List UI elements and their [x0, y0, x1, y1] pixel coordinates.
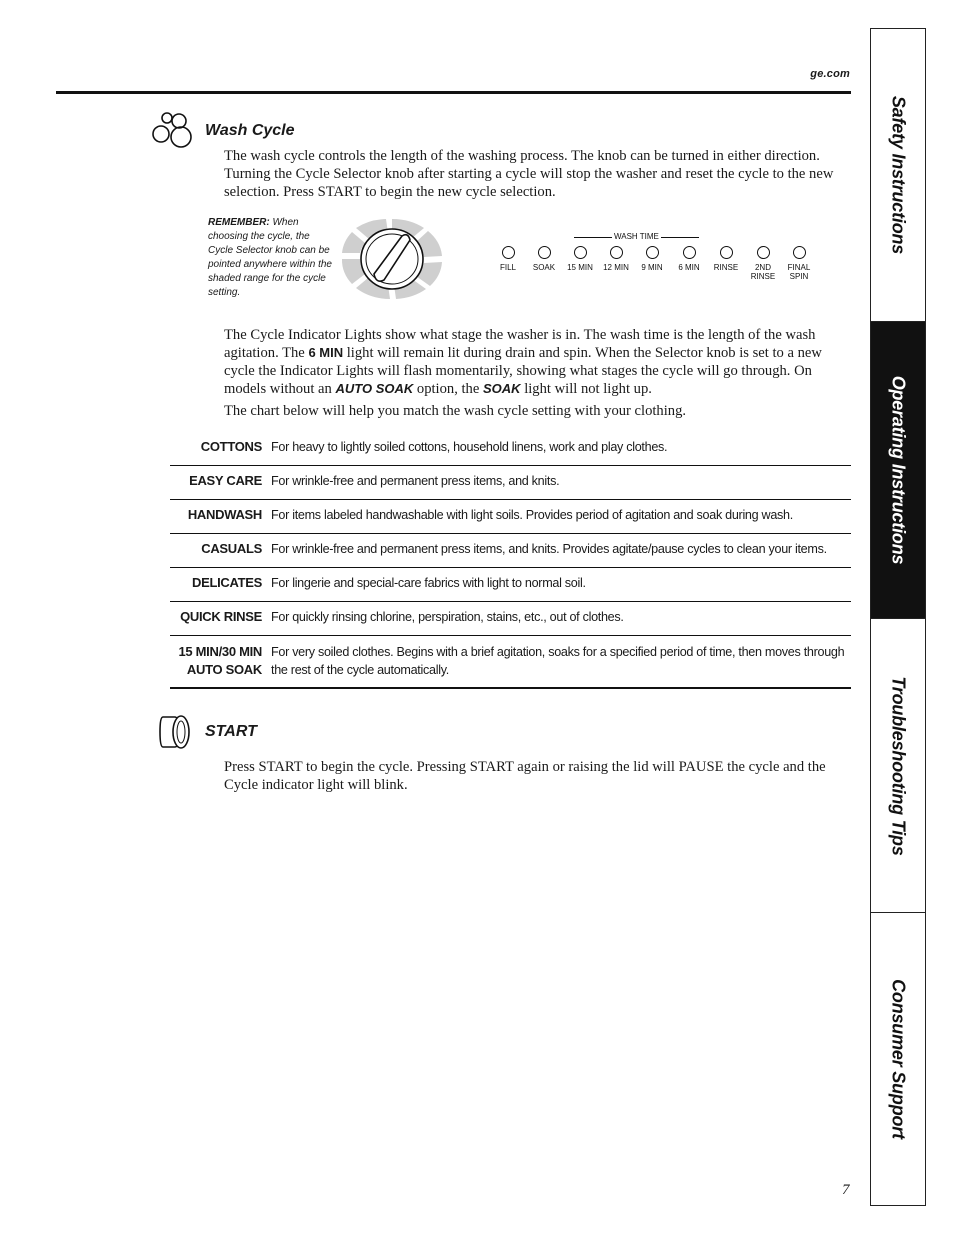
header-rule — [56, 91, 851, 94]
light-15-min: 15 MIN — [560, 246, 600, 272]
cycle-name: EASY CARE — [189, 473, 262, 488]
cycle-name: QUICK RINSE — [180, 609, 262, 624]
start-heading: START — [205, 723, 257, 740]
cycle-description: For items labeled handwashable with light soils. Provides period of agitation and soak during wash. — [271, 508, 793, 522]
cycle-description: For wrinkle-free and permanent press items, and knits. — [271, 474, 560, 488]
remember-note — [208, 216, 333, 300]
bubbles-icon — [150, 110, 194, 152]
tab-safety-instructions[interactable] — [871, 29, 925, 322]
chart-intro: The chart below will help you match the wash cycle setting with your clothing. — [224, 403, 687, 419]
indicator-light-icon — [610, 246, 623, 259]
six-min-term: 6 MIN — [308, 345, 344, 360]
auto-soak-term: AUTO SOAK — [335, 381, 414, 396]
tab-consumer-support[interactable] — [871, 913, 925, 1205]
tab-label: Troubleshooting Tips — [888, 675, 909, 856]
table-row — [170, 534, 851, 568]
remember-text: When choosing the cycle, the Cycle Selector knob can be pointed anywhere within the shaded range for the cycle setting. — [208, 217, 332, 298]
light-soak: SOAK — [524, 246, 564, 272]
start-button-icon — [157, 713, 193, 751]
table-row — [170, 602, 851, 636]
soak-term: SOAK — [482, 381, 521, 396]
indicator-lights-description: The Cycle Indicator Lights show what stage the washer is in. The wash time is the length of the wash agitation. The 6 MIN light will remain lit during drain and spin. When the Selector knob is set to a new cycle the Indicator Lights will flash momentarily, showing what stages the cycle will go through. On models without an AUTO SOAK option, the SOAK light will not light up. — [224, 327, 822, 397]
table-row — [170, 636, 851, 689]
tab-operating-instructions[interactable] — [871, 322, 925, 619]
indicator-light-icon — [720, 246, 733, 259]
wash-cycle-intro: The wash cycle controls the length of the washing process. The knob can be turned in either direction. Turning the Cycle Selector knob after starting a cycle will stop the washer and reset the cycle to the new selection. Press START to begin the new cycle selection. — [224, 148, 834, 200]
indicator-light-icon — [646, 246, 659, 259]
tab-troubleshooting-tips[interactable] — [871, 619, 925, 913]
indicator-light-icon — [683, 246, 696, 259]
light-6-min: 6 MIN — [669, 246, 709, 272]
indicator-light-icon — [574, 246, 587, 259]
tab-label: Consumer Support — [888, 979, 909, 1139]
indicator-light-icon — [793, 246, 806, 259]
cycle-selector-knob-icon — [338, 216, 446, 302]
table-row — [170, 568, 851, 602]
indicator-light-icon — [502, 246, 515, 259]
site-url: ge.com — [810, 68, 850, 80]
light-final-spin: FINAL SPIN — [779, 246, 819, 281]
indicator-light-icon — [757, 246, 770, 259]
page-number: 7 — [842, 1182, 850, 1198]
cycle-indicator-lights — [490, 228, 820, 288]
cycle-chart — [170, 433, 851, 689]
wash-cycle-heading: Wash Cycle — [205, 122, 295, 139]
tab-label: Safety Instructions — [888, 95, 909, 255]
cycle-name: COTTONS — [200, 439, 262, 454]
indicator-light-icon — [538, 246, 551, 259]
table-row — [170, 466, 851, 500]
table-row — [170, 500, 851, 534]
start-description: Press START to begin the cycle. Pressing START again or raising the lid will PAUSE the cycle and the Cycle indicator light will blink. — [224, 759, 826, 793]
light-2nd-rinse: 2ND RINSE — [743, 246, 783, 281]
tab-label: Operating Instructions — [888, 375, 909, 565]
wash-time-label: WASH TIME — [614, 232, 659, 241]
light-9-min: 9 MIN — [632, 246, 672, 272]
cycle-description: For very soiled clothes. Begins with a brief agitation, soaks for a specified period of time, then moves through the rest of the cycle automatically. — [271, 645, 845, 677]
remember-label: REMEMBER: — [208, 217, 270, 228]
cycle-name: CASUALS — [201, 541, 262, 556]
light-12-min: 12 MIN — [596, 246, 636, 272]
cycle-name: HANDWASH — [187, 507, 262, 522]
cycle-description: For heavy to lightly soiled cottons, household linens, work and play clothes. — [271, 440, 668, 454]
light-rinse: RINSE — [706, 246, 746, 272]
cycle-name: DELICATES — [191, 575, 262, 590]
section-tabs — [870, 28, 926, 1206]
cycle-name: 15 MIN/30 MIN AUTO SOAK — [178, 644, 262, 677]
cycle-description: For quickly rinsing chlorine, perspiration, stains, etc., out of clothes. — [271, 610, 624, 624]
light-fill: FILL — [488, 246, 528, 272]
cycle-description: For lingerie and special-care fabrics with light to normal soil. — [271, 576, 586, 590]
table-row — [170, 433, 851, 466]
cycle-description: For wrinkle-free and permanent press items, and knits. Provides agitate/pause cycles to clean your items. — [271, 542, 827, 556]
